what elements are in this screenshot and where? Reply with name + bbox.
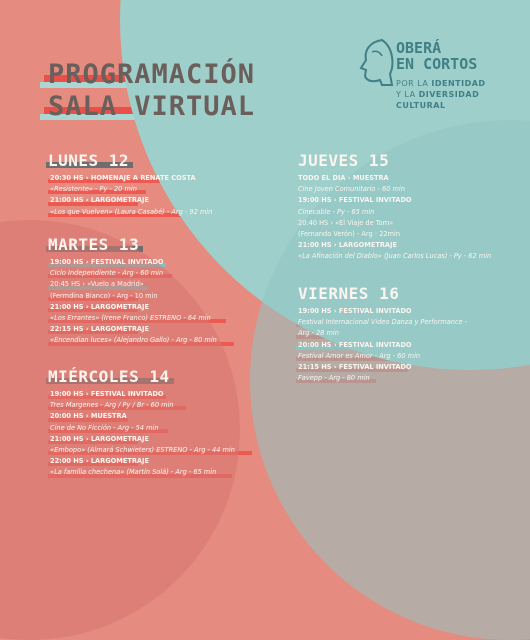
schedule-miercoles bbox=[50, 389, 235, 479]
schedule-line: Festival Internacional Video Danza y Performance - bbox=[298, 317, 467, 328]
day-heading-martes: MARTES 13 bbox=[48, 236, 139, 254]
schedule-line: 22:15 HS › LARGOMETRAJE bbox=[50, 325, 149, 334]
schedule-line: «La Afinación del Diablo» (Juan Carlos Lucas) - Py - 62 min bbox=[298, 251, 491, 262]
day-heading-jueves: JUEVES 15 bbox=[298, 152, 389, 170]
schedule-line: «Encendian luces» (Alejandro Gallo) - Arg - 80 min bbox=[50, 335, 217, 346]
day-heading-viernes: VIERNES 16 bbox=[298, 285, 399, 303]
schedule-jueves bbox=[298, 173, 491, 263]
schedule-line: «La familia chechena» (Martín Solá) - Arg - 65 min bbox=[50, 467, 235, 478]
schedule-line: «Los que Vuelven» (Laura Casabé) - Arg - 92 min bbox=[50, 207, 212, 218]
schedule-line: Favepp - Arg - 80 min bbox=[298, 373, 467, 384]
schedule-line: 20:00 HS › FESTIVAL INVITADO bbox=[298, 340, 412, 349]
face-profile-icon bbox=[358, 38, 394, 86]
schedule-line: TODO EL DIA › MUESTRA bbox=[298, 174, 389, 182]
schedule-line: «Los Errantes» (Irene Franco) ESTRENO - 64 min bbox=[50, 313, 217, 324]
schedule-martes bbox=[50, 257, 217, 347]
schedule-line: 19:00 HS › FESTIVAL INVITADO bbox=[50, 389, 235, 400]
schedule-line: Tres Margenes - Arg / Py / Br - 60 min bbox=[50, 400, 235, 411]
schedule-line: Ciclo Independiente - Arg - 60 min bbox=[50, 268, 217, 279]
schedule-line: 20:40 HS › «El Viaje de Tom» bbox=[298, 218, 394, 227]
schedule-lunes bbox=[50, 173, 212, 218]
schedule-viernes bbox=[298, 306, 467, 384]
schedule-line: 19:00 HS › FESTIVAL INVITADO bbox=[298, 307, 412, 315]
page-title-line-2: SALA VIRTUAL bbox=[48, 92, 255, 122]
schedule-line: Cine de No Ficción - Arg - 54 min bbox=[50, 423, 235, 434]
schedule-line: 21:15 HS › FESTIVAL INVITADO bbox=[298, 362, 412, 371]
schedule-line: 21:00 HS › LARGOMETRAJE bbox=[50, 196, 149, 205]
logo-tagline: POR LA IDENTIDAD Y LA DIVERSIDAD CULTURAL bbox=[396, 79, 486, 110]
schedule-line: 22:00 HS › LARGOMETRAJE bbox=[50, 457, 149, 466]
schedule-line: 20:30 HS › HOMENAJE A RENATE COSTA bbox=[50, 173, 212, 184]
schedule-line: 20:00 HS › MUESTRA bbox=[50, 412, 127, 421]
schedule-line: 19:00 HS › FESTIVAL INVITADO bbox=[50, 257, 217, 268]
schedule-line: 21:00 HS › LARGOMETRAJE bbox=[50, 302, 149, 311]
schedule-line: 20:45 HS › «Vuelo a Madrid» bbox=[50, 279, 217, 290]
page-title-line-1: PROGRAMACIÓN bbox=[48, 60, 255, 90]
schedule-line: 19:00 HS › FESTIVAL INVITADO bbox=[298, 196, 412, 205]
logo-name: OBERÁ EN CORTOS bbox=[396, 39, 478, 73]
schedule-line: (Fernando Verón) - Arg - 22min bbox=[298, 229, 491, 240]
schedule-line: Cine Joven Comunitario - 60 min bbox=[298, 184, 491, 195]
schedule-line: «Resistente» - Py - 20 min bbox=[50, 184, 212, 195]
day-heading-lunes: LUNES 12 bbox=[48, 152, 129, 170]
schedule-line: «Embopo» (Almará Schwieters) ESTRENO - Arg - 44 min bbox=[50, 445, 235, 456]
schedule-line: Arg - 28 min bbox=[298, 328, 467, 339]
schedule-line: Cinecable - Py - 65 min bbox=[298, 207, 491, 218]
schedule-line: Festival Amor es Amor - Arg - 60 min bbox=[298, 351, 467, 362]
schedule-line: (Fermdina Bianco) - Arg - 10 min bbox=[50, 291, 158, 300]
festival-logo bbox=[358, 38, 518, 118]
day-heading-miercoles: MIÉRCOLES 14 bbox=[48, 368, 170, 386]
schedule-line: 21:00 HS › LARGOMETRAJE bbox=[50, 434, 149, 443]
schedule-line: 21:00 HS › LARGOMETRAJE bbox=[298, 241, 397, 250]
